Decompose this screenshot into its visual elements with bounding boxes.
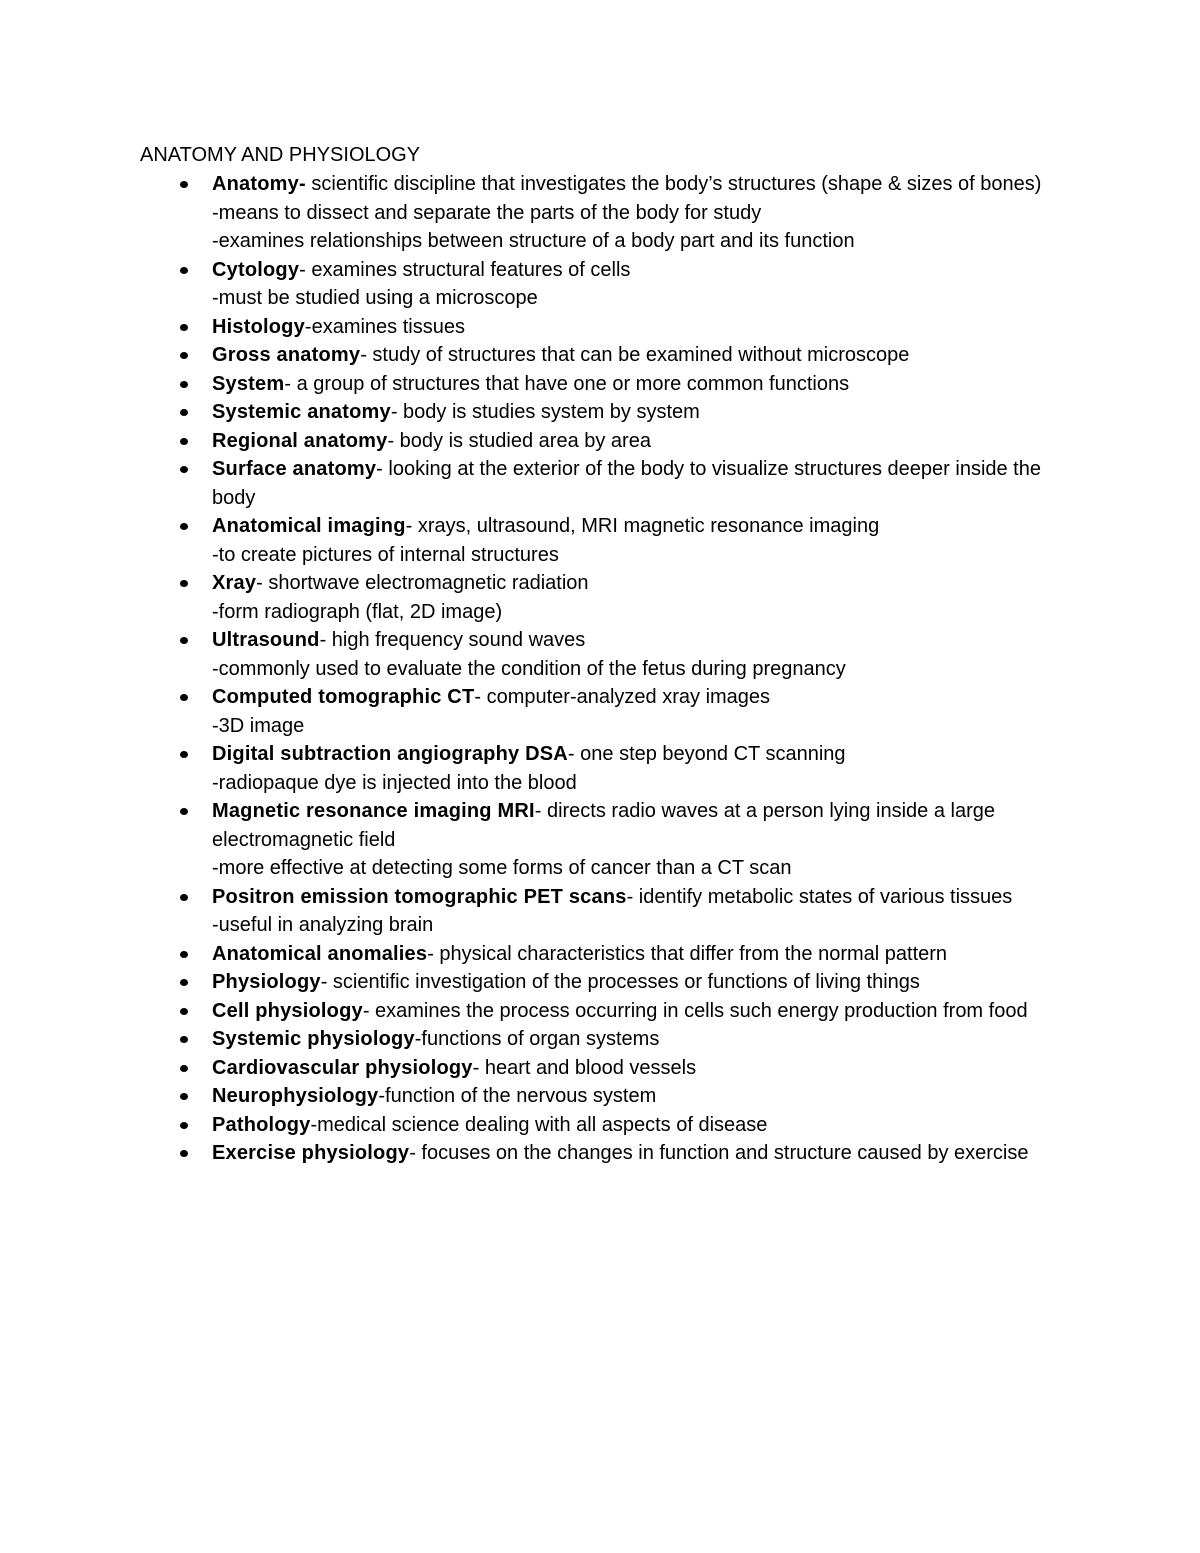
term-definition: - examines structural features of cells bbox=[299, 258, 631, 281]
term-label: Gross anatomy bbox=[212, 344, 361, 366]
definition-line bbox=[212, 626, 1060, 655]
term-definition: - directs radio waves at a person lying inside a large electromagnetic field bbox=[212, 800, 995, 851]
term-label: Pathology bbox=[212, 1113, 311, 1136]
term-note: -more effective at detecting some forms of cancer than a CT scan bbox=[212, 857, 792, 879]
definition-line bbox=[212, 683, 1060, 712]
term-definition: - one step beyond CT scanning bbox=[567, 743, 846, 765]
term-definition: - high frequency sound waves bbox=[319, 629, 586, 651]
term-note: -examines relationships between structure of a body part and its function bbox=[212, 230, 855, 252]
list-item bbox=[140, 683, 1060, 740]
bullet-icon bbox=[180, 267, 188, 274]
definition-line bbox=[212, 940, 1060, 969]
bullet-icon bbox=[180, 1008, 188, 1015]
definition-line bbox=[212, 1139, 1060, 1168]
list-item bbox=[140, 797, 1060, 883]
term-list bbox=[140, 170, 1060, 1168]
bullet-icon bbox=[180, 580, 188, 587]
term-definition: - heart and blood vessels bbox=[472, 1056, 697, 1079]
term-note: -radiopaque dye is injected into the blood bbox=[212, 771, 577, 794]
term-label: Digital subtraction angiography DSA bbox=[212, 743, 568, 765]
list-item bbox=[140, 370, 1060, 399]
term-label: Anatomical imaging bbox=[212, 515, 406, 537]
list-item bbox=[140, 997, 1060, 1026]
term-label: Neurophysiology bbox=[212, 1085, 379, 1107]
term-label: Exercise physiology bbox=[212, 1142, 410, 1164]
list-item bbox=[140, 1139, 1060, 1168]
term-definition: -examines tissues bbox=[304, 315, 465, 338]
bullet-icon bbox=[180, 523, 188, 530]
list-item bbox=[140, 313, 1060, 342]
term-label: Cytology bbox=[212, 258, 300, 281]
list-item bbox=[140, 170, 1060, 256]
bullet-icon bbox=[180, 466, 188, 473]
definition-line bbox=[212, 341, 1060, 370]
bullet-icon bbox=[180, 181, 188, 188]
list-item bbox=[140, 1054, 1060, 1083]
definition-line bbox=[212, 797, 1060, 854]
term-definition: - shortwave electromagnetic radiation bbox=[256, 572, 589, 594]
list-item bbox=[140, 1025, 1060, 1054]
definition-line bbox=[212, 370, 1060, 399]
bullet-icon bbox=[180, 751, 188, 758]
term-label: Xray bbox=[212, 572, 257, 594]
bullet-icon bbox=[180, 1093, 188, 1100]
term-note: -3D image bbox=[212, 714, 305, 737]
bullet-icon bbox=[180, 352, 188, 359]
list-item bbox=[140, 569, 1060, 626]
bullet-icon bbox=[180, 324, 188, 331]
list-item bbox=[140, 740, 1060, 797]
definition-line bbox=[212, 427, 1060, 456]
term-label: System bbox=[212, 372, 285, 395]
page-title: ANATOMY AND PHYSIOLOGY bbox=[140, 144, 421, 166]
definition-line bbox=[212, 997, 1060, 1026]
term-definition: scientific discipline that investigates the body’s structures (shape & sizes of bones) bbox=[305, 173, 1042, 195]
definition-line bbox=[212, 1054, 1060, 1083]
term-note: -commonly used to evaluate the condition of the fetus during pregnancy bbox=[212, 657, 846, 680]
bullet-icon bbox=[180, 438, 188, 445]
term-definition: - scientific investigation of the processes or functions of living things bbox=[320, 971, 920, 993]
term-definition: - body is studies system by system bbox=[390, 401, 700, 423]
term-definition: -function of the nervous system bbox=[378, 1085, 657, 1107]
definition-line bbox=[212, 968, 1060, 997]
term-definition: - computer-analyzed xray images bbox=[474, 686, 771, 708]
term-label: Physiology bbox=[212, 971, 321, 993]
definition-line bbox=[212, 1082, 1060, 1111]
definition-line bbox=[212, 455, 1060, 512]
term-definition: - identify metabolic states of various tissues bbox=[626, 885, 1013, 908]
term-definition: -functions of organ systems bbox=[414, 1028, 660, 1050]
list-item bbox=[140, 968, 1060, 997]
term-note: -useful in analyzing brain bbox=[212, 914, 434, 936]
term-label: Systemic anatomy bbox=[212, 401, 391, 423]
definition-line bbox=[212, 313, 1060, 342]
bullet-icon bbox=[180, 979, 188, 986]
definition-line bbox=[212, 256, 1060, 285]
bullet-icon bbox=[180, 951, 188, 958]
term-definition: - physical characteristics that differ from the normal pattern bbox=[427, 942, 948, 965]
list-item bbox=[140, 883, 1060, 940]
list-item bbox=[140, 398, 1060, 427]
bullet-icon bbox=[180, 1036, 188, 1043]
term-label: Histology bbox=[212, 315, 305, 338]
definition-line bbox=[212, 740, 1060, 769]
term-label: Cell physiology bbox=[212, 999, 363, 1022]
definition-line bbox=[212, 512, 1060, 541]
bullet-icon bbox=[180, 637, 188, 644]
bullet-icon bbox=[180, 808, 188, 815]
term-definition: - examines the process occurring in cells such energy production from food bbox=[362, 999, 1028, 1022]
term-label: Positron emission tomographic PET scans bbox=[212, 885, 627, 908]
term-label: Anatomy- bbox=[212, 173, 306, 195]
definition-line bbox=[212, 170, 1060, 199]
bullet-icon bbox=[180, 1065, 188, 1072]
term-note: -must be studied using a microscope bbox=[212, 287, 538, 309]
term-label: Ultrasound bbox=[212, 629, 320, 651]
term-note: -form radiograph (flat, 2D image) bbox=[212, 600, 503, 623]
term-definition: - body is studied area by area bbox=[387, 429, 651, 452]
bullet-icon bbox=[180, 894, 188, 901]
term-definition: -medical science dealing with all aspects of disease bbox=[310, 1113, 768, 1136]
list-item bbox=[140, 940, 1060, 969]
list-item bbox=[140, 1082, 1060, 1111]
list-item bbox=[140, 626, 1060, 683]
term-note: -means to dissect and separate the parts of the body for study bbox=[212, 201, 762, 224]
term-label: Computed tomographic CT bbox=[212, 686, 475, 708]
term-definition: - focuses on the changes in function and structure caused by exercise bbox=[409, 1142, 1029, 1164]
list-item bbox=[140, 341, 1060, 370]
list-item bbox=[140, 427, 1060, 456]
term-definition: - xrays, ultrasound, MRI magnetic resonance imaging bbox=[405, 515, 880, 537]
list-item bbox=[140, 256, 1060, 313]
term-definition: - a group of structures that have one or more common functions bbox=[284, 372, 850, 395]
bullet-icon bbox=[180, 1150, 188, 1157]
term-label: Anatomical anomalies bbox=[212, 942, 428, 965]
definition-line bbox=[212, 883, 1060, 912]
term-label: Surface anatomy bbox=[212, 458, 377, 480]
bullet-icon bbox=[180, 1122, 188, 1129]
term-note: -to create pictures of internal structures bbox=[212, 543, 559, 566]
term-label: Systemic physiology bbox=[212, 1028, 415, 1050]
list-item bbox=[140, 1111, 1060, 1140]
definition-line bbox=[212, 1111, 1060, 1140]
bullet-icon bbox=[180, 694, 188, 701]
bullet-icon bbox=[180, 409, 188, 416]
list-item bbox=[140, 455, 1060, 512]
definition-line bbox=[212, 1025, 1060, 1054]
term-definition: - study of structures that can be examined without microscope bbox=[360, 344, 910, 366]
term-label: Cardiovascular physiology bbox=[212, 1056, 473, 1079]
term-definition: - looking at the exterior of the body to visualize structures deeper inside the body bbox=[212, 458, 1041, 509]
term-label: Magnetic resonance imaging MRI bbox=[212, 800, 535, 822]
bullet-icon bbox=[180, 381, 188, 388]
term-label: Regional anatomy bbox=[212, 429, 388, 452]
list-item bbox=[140, 512, 1060, 569]
definition-line bbox=[212, 398, 1060, 427]
definition-line bbox=[212, 569, 1060, 598]
